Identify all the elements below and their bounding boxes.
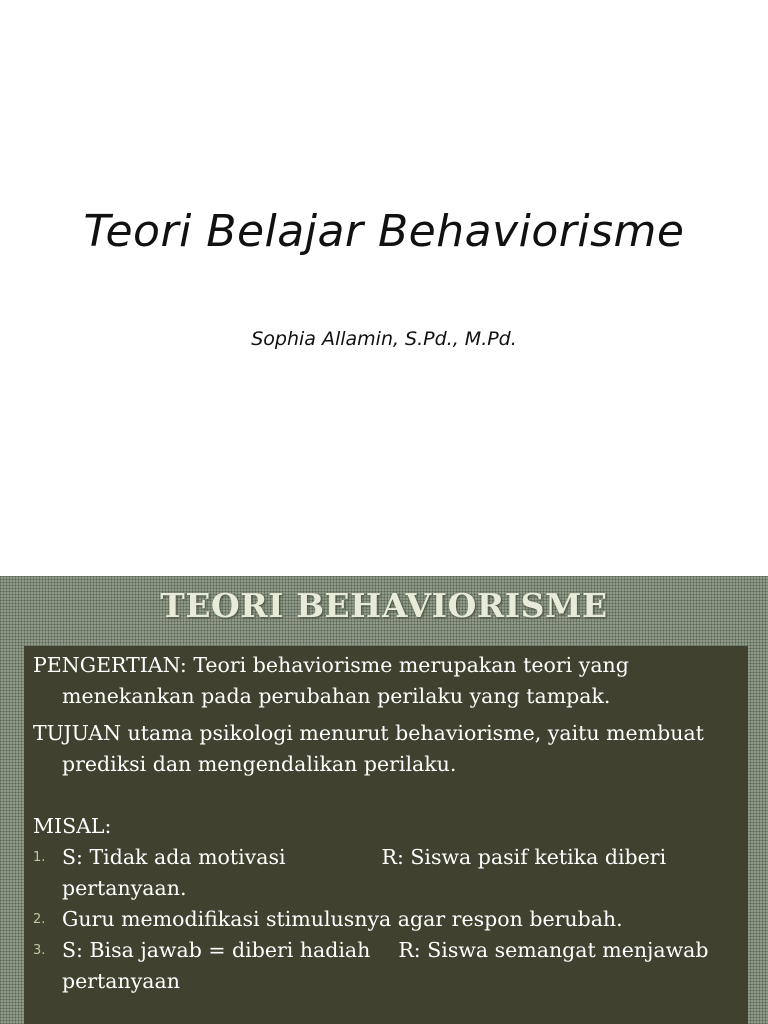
list-item-text: Guru memodifikasi stimulusnya agar respon berubah. bbox=[62, 907, 623, 931]
content-slide-title: TEORI BEHAVIORISME bbox=[160, 586, 608, 625]
stimulus-text: S: Tidak ada motivasi bbox=[62, 845, 286, 869]
misal-label: MISAL: bbox=[33, 814, 112, 838]
stimulus-text: S: Bisa jawab = diberi hadiah bbox=[62, 938, 371, 962]
list-number: 2. bbox=[33, 912, 46, 927]
list-item bbox=[33, 935, 738, 997]
slide-title: Teori Belajar Behaviorisme bbox=[83, 206, 685, 257]
list-number: 3. bbox=[33, 943, 46, 958]
spacer bbox=[33, 786, 738, 811]
example-list bbox=[33, 842, 738, 997]
pengertian-paragraph: PENGERTIAN: Teori behaviorisme merupakan teori yang menekankan pada perubahan perilaku yang tampak. bbox=[33, 653, 629, 708]
tujuan-label: TUJUAN bbox=[33, 721, 122, 745]
list-item bbox=[33, 842, 738, 904]
content-panel bbox=[24, 646, 748, 1024]
list-item bbox=[33, 904, 738, 935]
response-text: R: Siswa semangat menjawab pertanyaan bbox=[62, 938, 709, 993]
response-text: R: Siswa pasif ketika diberi pertanyaan. bbox=[62, 845, 667, 900]
list-number: 1. bbox=[33, 850, 46, 865]
content-slide bbox=[0, 576, 768, 1024]
tujuan-text: utama psikologi menurut behaviorisme, yaitu membuat prediksi dan mengendalikan perilaku. bbox=[62, 721, 704, 776]
slide-subtitle: Sophia Allamin, S.Pd., M.Pd. bbox=[251, 328, 517, 350]
tujuan-paragraph bbox=[33, 718, 738, 780]
